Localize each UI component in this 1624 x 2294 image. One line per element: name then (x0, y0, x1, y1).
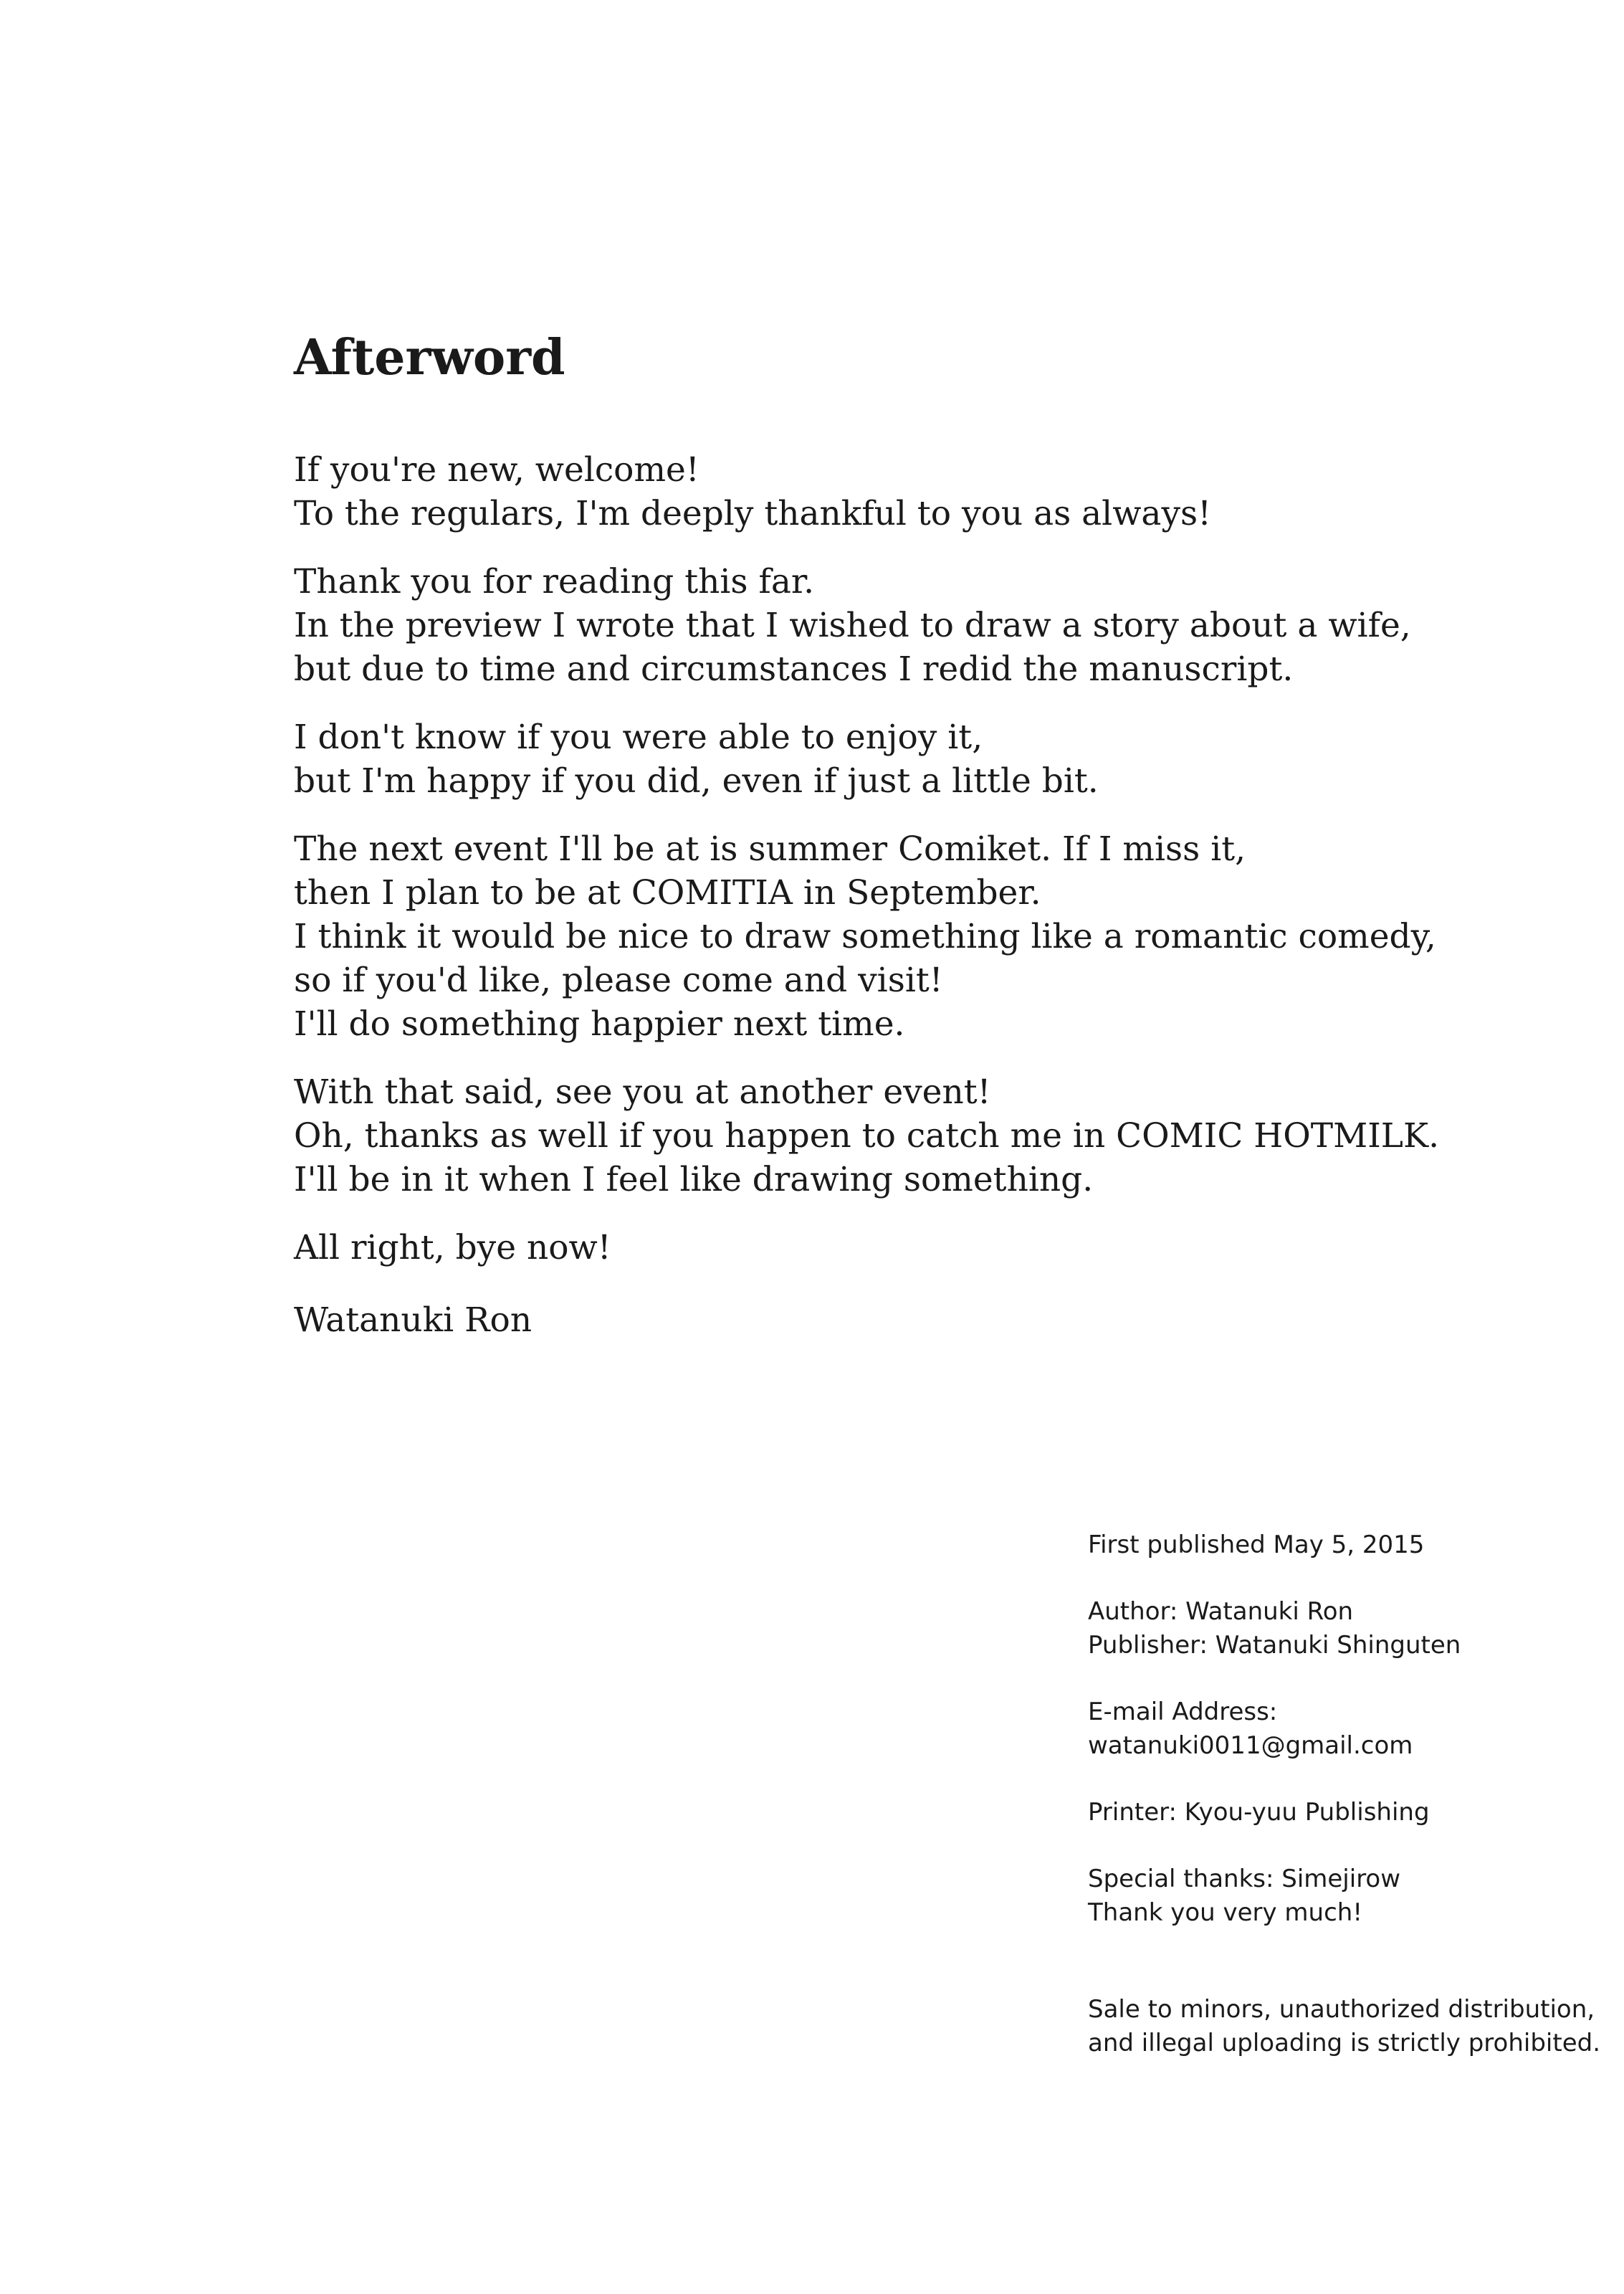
text-line: Thank you for reading this far. (294, 561, 815, 601)
colophon-legal-notice (1088, 1993, 1604, 2060)
text-line: I don't know if you were able to enjoy it, (294, 717, 983, 757)
paragraph-next-event (294, 827, 1436, 1046)
signature: Watanuki Ron (294, 1300, 532, 1340)
text-line: Oh, thanks as well if you happen to catch me in COMIC HOTMILK. (294, 1115, 1440, 1156)
paragraph-enjoy (294, 715, 1369, 803)
text-line: but I'm happy if you did, even if just a little bit. (294, 761, 1099, 801)
afterword-section (294, 329, 1440, 1342)
text-line: I think it would be nice to draw something like a romantic comedy, (294, 916, 1436, 956)
special-thanks: Special thanks: Simejirow (1088, 1865, 1401, 1893)
publisher-credit: Publisher: Watanuki Shinguten (1088, 1631, 1461, 1660)
text-line: If you're new, welcome! (294, 449, 699, 490)
text-line: With that said, see you at another event! (294, 1072, 991, 1112)
colophon-printer (1088, 1796, 1604, 1829)
text-line: In the preview I wrote that I wished to draw a story about a wife, (294, 605, 1411, 645)
text-line: All right, bye now! (294, 1227, 611, 1267)
text-line: The next event I'll be at is summer Comiket. If I miss it, (294, 829, 1246, 869)
author-credit: Author: Watanuki Ron (1088, 1597, 1354, 1626)
colophon-email (1088, 1695, 1604, 1763)
text-line: I'll be in it when I feel like drawing something. (294, 1159, 1094, 1199)
afterword-title: Afterword (294, 329, 565, 386)
legal-notice-line: and illegal uploading is strictly prohibited. (1088, 2029, 1600, 2057)
text-line: I'll do something happier next time. (294, 1004, 905, 1044)
text-line: but due to time and circumstances I redid the manuscript. (294, 649, 1294, 689)
paragraph-see-you (294, 1070, 1440, 1201)
legal-notice-line: Sale to minors, unauthorized distribution, (1088, 1995, 1595, 2024)
paragraph-bye (294, 1226, 1369, 1270)
colophon (1088, 1528, 1604, 2093)
colophon-thanks (1088, 1862, 1604, 1930)
colophon-publication-date (1088, 1528, 1604, 1562)
email-address: watanuki0011@gmail.com (1088, 1731, 1413, 1760)
email-label: E-mail Address: (1088, 1698, 1278, 1726)
paragraph-thanks (294, 560, 1411, 691)
first-published: First published May 5, 2015 (1088, 1531, 1425, 1559)
thank-you-line: Thank you very much! (1088, 1898, 1362, 1927)
colophon-credits (1088, 1595, 1604, 1662)
text-line: so if you'd like, please come and visit! (294, 960, 943, 1000)
text-line: then I plan to be at COMITIA in September. (294, 872, 1041, 913)
printer-credit: Printer: Kyou-yuu Publishing (1088, 1798, 1430, 1827)
paragraph-welcome (294, 448, 1369, 536)
text-line: To the regulars, I'm deeply thankful to you as always! (294, 493, 1212, 533)
